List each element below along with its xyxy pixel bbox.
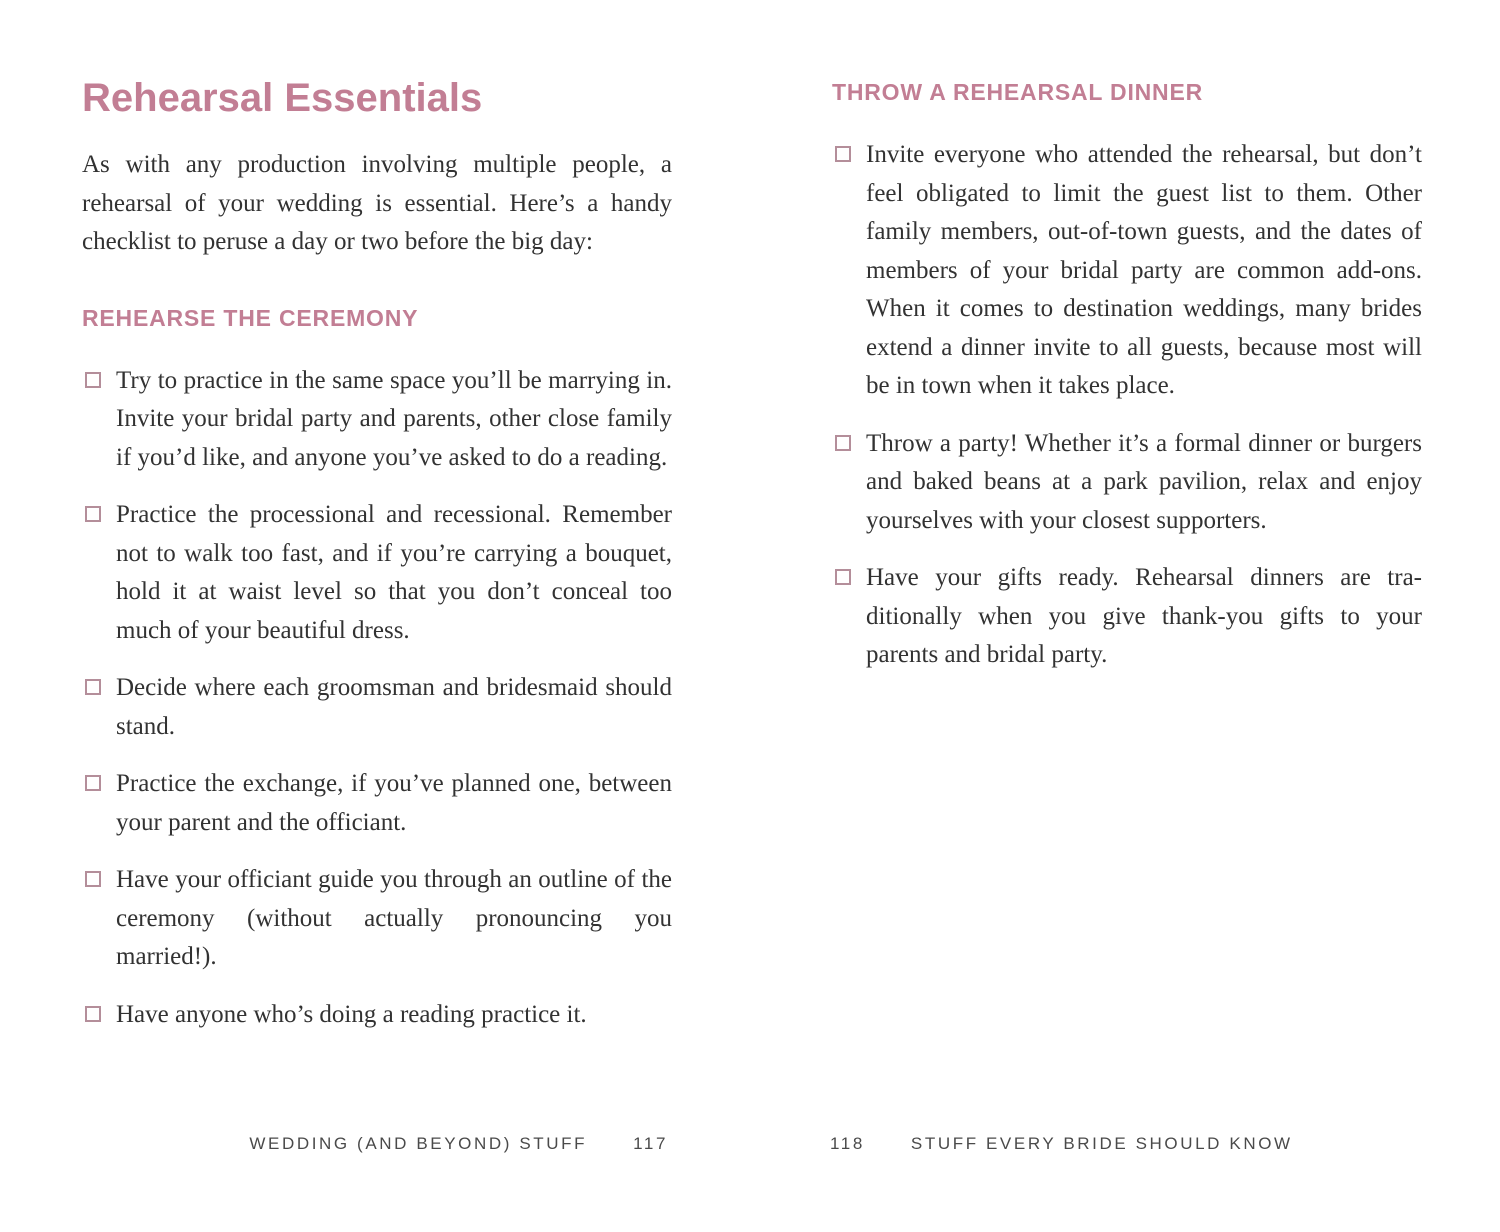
checklist-item-text: Invite everyone who attended the rehearsal, but don’t feel obligated to limit the guest list to them. Other family members, out-of-town guests, and the dates of members of your bridal party are common add-ons. When it comes to destination weddings, many brides extend a dinner invite to all guests, because most will be in town when it takes place.: [866, 141, 1422, 399]
footer-book-section-label: WEDDING (AND BEYOND) STUFF: [249, 1134, 588, 1153]
checklist-item: [82, 861, 672, 977]
checklist-item-text: Try to practice in the same space you’ll be marrying in. Invite your bridal party and parents, other close family if you’d like, and anyone you’ve asked to do a reading.: [116, 366, 672, 471]
checklist-item: [832, 136, 1422, 406]
section-heading-rehearse-ceremony: REHEARSE THE CEREMONY: [82, 304, 419, 331]
checklist-item: [82, 496, 672, 650]
checkbox-icon: [835, 569, 851, 585]
checkbox-icon: [85, 679, 101, 695]
checklist-item: [832, 559, 1422, 675]
checkbox-icon: [85, 871, 101, 887]
left-running-footer: [249, 1134, 668, 1154]
checklist-item-text: Have your gifts ready. Rehearsal dinners are traditionally when you give thank-you gifts to your parents and bridal party.: [866, 564, 1422, 668]
right-page-column: [832, 70, 1422, 694]
right-running-footer: [830, 1134, 1293, 1154]
checklist-item: [82, 362, 672, 478]
left-page-column: [82, 70, 672, 1053]
checklist-item-text: Practice the exchange, if you’ve planned one, between your parent and the officiant.: [116, 770, 672, 836]
footer-book-title-label: STUFF EVERY BRIDE SHOULD KNOW: [910, 1134, 1293, 1153]
checkbox-icon: [85, 506, 101, 522]
checkbox-icon: [835, 146, 851, 162]
ceremony-checklist: [82, 362, 672, 1035]
right-page-number: 118: [830, 1134, 865, 1153]
page-title: Rehearsal Essentials: [82, 76, 483, 120]
checklist-item-text: Practice the processional and recessional. Remember not to walk too fast, and if you’re carrying a bouquet, hold it at waist level so that you don’t conceal too much of your beautiful dress.: [116, 501, 672, 644]
checklist-item-text: Have anyone who’s doing a reading practice it.: [116, 1000, 587, 1028]
checklist-item: [82, 669, 672, 746]
checklist-item-text: Decide where each groomsman and bridesmaid should stand.: [116, 674, 672, 740]
checkbox-icon: [85, 372, 101, 388]
checkbox-icon: [85, 775, 101, 791]
checkbox-icon: [85, 1006, 101, 1022]
intro-paragraph: As with any production involving multiple people, a rehearsal of your wedding is essential. Here’s a handy checklist to peruse a day or two before the big day:: [82, 151, 672, 255]
checklist-item: [82, 765, 672, 842]
checklist-item: [82, 996, 672, 1035]
section-heading-rehearsal-dinner: THROW A REHEARSAL DINNER: [832, 79, 1204, 105]
checklist-item-text: Throw a party! Whether it’s a formal dinner or burgers and baked beans at a park pavilion, relax and enjoy yourselves with your closest supporters.: [866, 429, 1422, 534]
dinner-checklist: [832, 136, 1422, 675]
checkbox-icon: [835, 435, 851, 451]
left-page-number: 117: [633, 1134, 668, 1153]
checklist-item: [832, 425, 1422, 541]
checklist-item-text: Have your officiant guide you through an outline of the ceremony (without actually pronouncing you married!).: [116, 866, 672, 970]
